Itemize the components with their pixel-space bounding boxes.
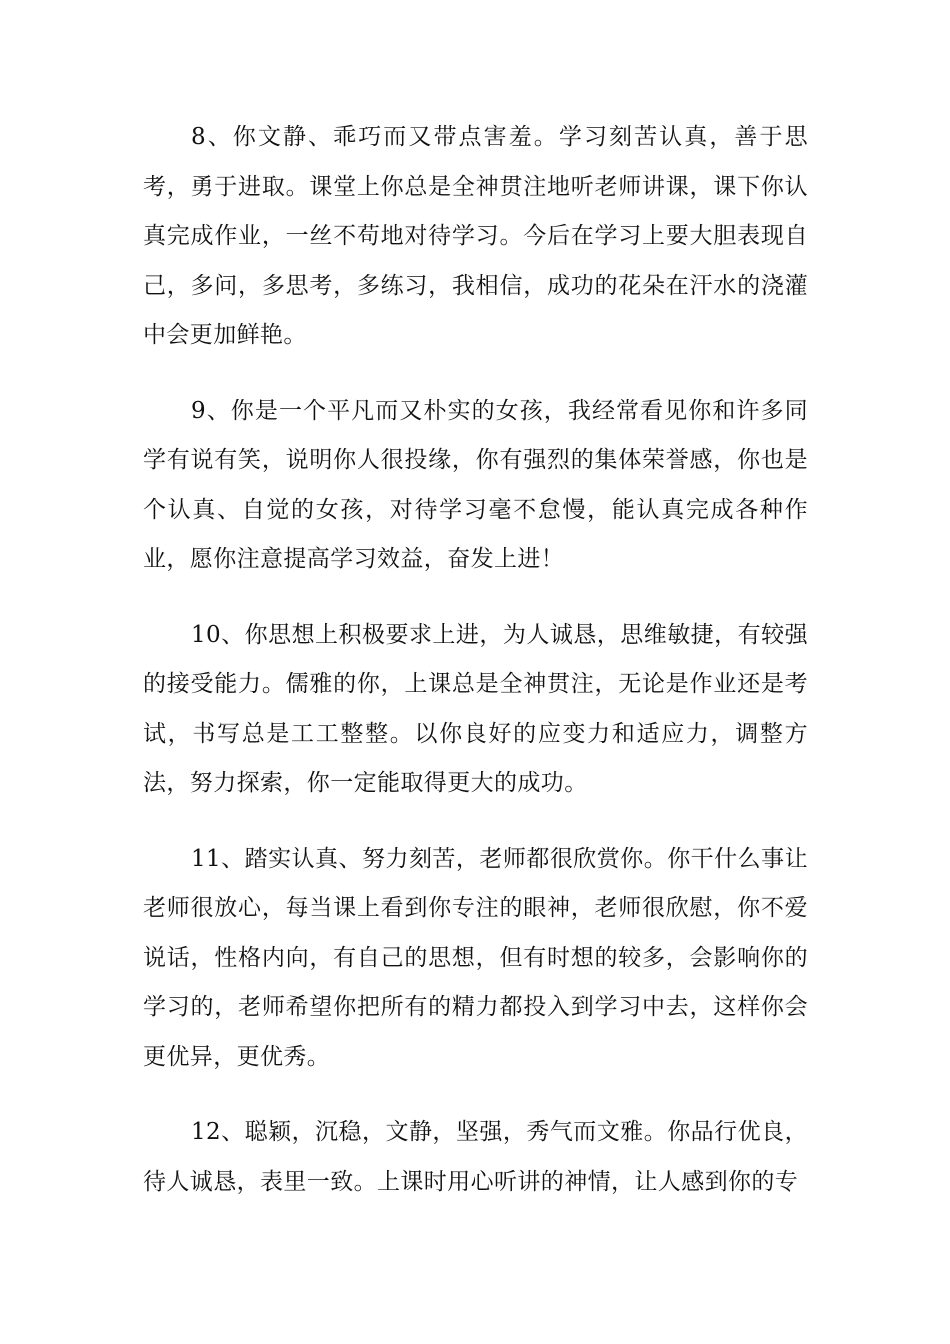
document-body bbox=[143, 113, 808, 1233]
paragraph-9: 9、你是一个平凡而又朴实的女孩，我经常看见你和许多同学有说有笑，说明你人很投缘，你有强烈的集体荣誉感，你也是个认真、自觉的女孩，对待学习毫不怠慢，能认真完成各种作业，愿你注意提高学习效益，奋发上进！ bbox=[143, 397, 808, 572]
paragraph-10: 10、你思想上积极要求上进，为人诚恳，思维敏捷，有较强的接受能力。儒雅的你，上课总是全神贯注，无论是作业还是考试，书写总是工工整整。以你良好的应变力和适应力，调整方法，努力探索，你一定能取得更大的成功。 bbox=[143, 621, 808, 796]
paragraph-12: 12、聪颖，沉稳，文静，坚强，秀气而文雅。你品行优良，待人诚恳，表里一致。上课时用心听讲的神情，让人感到你的专 bbox=[143, 1119, 808, 1195]
paragraph-8: 8、你文静、乖巧而又带点害羞。学习刻苦认真，善于思考，勇于进取。课堂上你总是全神贯注地听老师讲课，课下你认真完成作业，一丝不苟地对待学习。今后在学习上要大胆表现自己，多问，多思考，多练习，我相信，成功的花朵在汗水的浇灌中会更加鲜艳。 bbox=[143, 124, 808, 348]
paragraph-11: 11、踏实认真、努力刻苦，老师都很欣赏你。你干什么事让老师很放心，每当课上看到你专注的眼神，老师很欣慰，你不爱说话，性格内向，有自己的思想，但有时想的较多，会影响你的学习的，老师希望你把所有的精力都投入到学习中去，这样你会更优异，更优秀。 bbox=[143, 845, 808, 1070]
